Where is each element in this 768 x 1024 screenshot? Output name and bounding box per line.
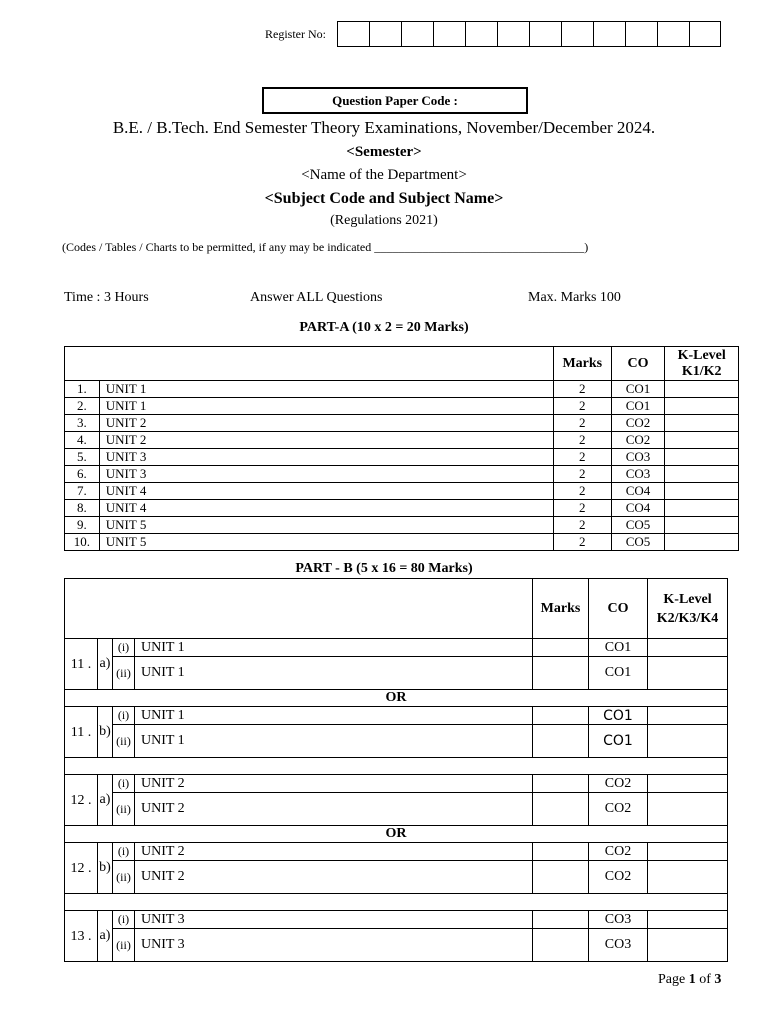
question-unit: UNIT 1 [135,639,533,657]
question-co: CO3 [589,911,648,929]
question-marks [533,861,589,894]
department-heading: <Name of the Department> [301,167,467,183]
question-number: 10. [65,534,100,551]
part-a-row [65,415,739,432]
question-k-level [648,929,728,962]
question-unit: UNIT 3 [99,449,553,466]
question-number: 11 . [65,707,98,758]
question-k-level [665,432,739,449]
sub-question-label: (i) [113,911,135,929]
semester-heading: <Semester> [346,144,422,160]
question-co: CO5 [611,517,665,534]
register-digit-box [689,21,721,47]
question-section: b) [98,843,113,894]
part-a-row [65,398,739,415]
question-number: 13 . [65,911,98,962]
part-a-header-row [65,347,739,381]
page-number [658,972,721,988]
question-unit: UNIT 2 [135,775,533,793]
or-label: OR [65,826,728,843]
register-digit-box [497,21,529,47]
question-number: 7. [65,483,100,500]
part-b-row-sub2 [65,861,728,894]
or-separator-row [65,690,728,707]
question-number: 9. [65,517,100,534]
question-unit: UNIT 2 [99,415,553,432]
question-unit: UNIT 1 [135,725,533,758]
codes-permitted-note: (Codes / Tables / Charts to be permitted, if any may be indicated ___________________________________) [62,240,589,254]
register-digit-box [625,21,657,47]
blank-separator-cell [65,894,728,911]
question-co: CO1 [611,398,665,415]
question-number: 12 . [65,843,98,894]
part-a-row [65,449,739,466]
question-k-level [648,775,728,793]
question-k-level [665,398,739,415]
or-separator-row [65,826,728,843]
question-marks: 2 [553,466,611,483]
question-marks [533,657,589,690]
question-unit: UNIT 4 [99,500,553,517]
question-number: 4. [65,432,100,449]
question-co: CO1 [589,657,648,690]
question-unit: UNIT 2 [135,843,533,861]
part-b-title: PART - B (5 x 16 = 80 Marks) [295,561,473,576]
register-number-label: Register No: [265,27,326,41]
question-paper-code-box: Question Paper Code : [262,87,528,114]
question-unit: UNIT 3 [135,929,533,962]
page-of: of [695,972,715,987]
register-number-boxes [337,21,721,47]
question-co: CO5 [611,534,665,551]
or-label: OR [65,690,728,707]
part-a-title: PART-A (10 x 2 = 20 Marks) [299,320,469,335]
question-unit: UNIT 1 [135,657,533,690]
part-b-k-level-header: K-Level K2/K3/K4 [648,579,728,639]
question-k-level [665,483,739,500]
register-digit-box [465,21,497,47]
answer-instructions: Answer ALL Questions [250,290,383,305]
question-co: CO2 [589,843,648,861]
question-unit: UNIT 2 [99,432,553,449]
sub-question-label: (i) [113,775,135,793]
part-b-row-sub1 [65,911,728,929]
question-co: CO4 [611,500,665,517]
page-total: 3 [714,972,722,987]
question-unit: UNIT 1 [99,381,553,398]
sub-question-label: (i) [113,639,135,657]
question-marks: 2 [553,398,611,415]
register-digit-box [593,21,625,47]
question-k-level [648,657,728,690]
part-a-row [65,534,739,551]
question-unit: UNIT 5 [99,517,553,534]
page-current: 1 [688,972,696,987]
question-number: 6. [65,466,100,483]
question-unit: UNIT 3 [135,911,533,929]
question-unit: UNIT 1 [99,398,553,415]
register-digit-box [561,21,593,47]
exam-title: B.E. / B.Tech. End Semester Theory Examinations, November/December 2024. [112,118,656,137]
sub-question-label: (ii) [113,929,135,962]
register-digit-box [657,21,689,47]
question-co: CO3 [589,929,648,962]
register-digit-box [337,21,369,47]
question-number: 1. [65,381,100,398]
sub-question-label: (ii) [113,861,135,894]
question-section: a) [98,911,113,962]
part-b-row-sub1 [65,707,728,725]
question-co: CO1 [589,639,648,657]
sub-question-label: (ii) [113,725,135,758]
question-number: 5. [65,449,100,466]
part-a-row [65,466,739,483]
question-k-level [665,500,739,517]
register-digit-box [369,21,401,47]
question-marks [533,929,589,962]
question-marks: 2 [553,483,611,500]
question-unit: UNIT 3 [99,466,553,483]
question-co: CO2 [589,775,648,793]
question-co: CO4 [611,483,665,500]
sub-question-label: (ii) [113,657,135,690]
question-marks: 2 [553,517,611,534]
part-b-header-row [65,579,728,639]
part-b-row-sub1 [65,639,728,657]
subject-heading: <Subject Code and Subject Name> [264,190,504,207]
question-k-level [648,725,728,758]
question-co: CO1 [589,707,648,725]
part-a-row [65,381,739,398]
question-co: CO2 [589,793,648,826]
question-k-level [665,381,739,398]
question-co: CO2 [611,432,665,449]
question-k-level [665,517,739,534]
part-b-row-sub1 [65,775,728,793]
question-section: a) [98,639,113,690]
blank-separator-row [65,758,728,775]
part-b-row-sub2 [65,929,728,962]
part-a-row [65,432,739,449]
part-b-row-sub2 [65,793,728,826]
part-b-row-sub1 [65,843,728,861]
part-a-k-level-header: K-Level K1/K2 [665,347,739,381]
question-marks: 2 [553,381,611,398]
question-marks [533,793,589,826]
part-b-row-sub2 [65,657,728,690]
question-co: CO1 [589,725,648,758]
question-co: CO2 [589,861,648,894]
part-a-row [65,517,739,534]
part-a-co-header: CO [611,347,665,381]
question-marks [533,707,589,725]
question-marks: 2 [553,534,611,551]
question-number: 3. [65,415,100,432]
blank-separator-cell [65,758,728,775]
question-unit: UNIT 5 [99,534,553,551]
part-b-co-header: CO [589,579,648,639]
part-a-marks-header: Marks [553,347,611,381]
question-number: 11 . [65,639,98,690]
question-marks [533,911,589,929]
question-marks: 2 [553,449,611,466]
question-k-level [648,861,728,894]
question-k-level [665,415,739,432]
blank-separator-row [65,894,728,911]
question-unit: UNIT 1 [135,707,533,725]
time-duration: Time : 3 Hours [64,290,149,305]
question-section: a) [98,775,113,826]
question-marks [533,775,589,793]
register-digit-box [433,21,465,47]
part-b-question-header [65,579,533,639]
question-co: CO3 [611,449,665,466]
question-k-level [648,639,728,657]
question-k-level [648,707,728,725]
question-marks [533,843,589,861]
question-k-level [648,793,728,826]
question-unit: UNIT 2 [135,861,533,894]
question-marks: 2 [553,500,611,517]
part-b-row-sub2 [65,725,728,758]
part-b-marks-header: Marks [533,579,589,639]
register-digit-box [401,21,433,47]
sub-question-label: (ii) [113,793,135,826]
question-co: CO1 [611,381,665,398]
register-digit-box [529,21,561,47]
question-section: b) [98,707,113,758]
question-k-level [665,466,739,483]
question-marks [533,639,589,657]
question-marks: 2 [553,432,611,449]
sub-question-label: (i) [113,707,135,725]
question-co: CO2 [611,415,665,432]
question-co: CO3 [611,466,665,483]
question-number: 12 . [65,775,98,826]
part-a-question-header [65,347,554,381]
question-marks: 2 [553,415,611,432]
part-b-table [64,578,728,962]
sub-question-label: (i) [113,843,135,861]
question-marks [533,725,589,758]
page-prefix: Page [658,972,689,987]
regulations-note: (Regulations 2021) [330,213,438,228]
question-k-level [665,534,739,551]
question-k-level [665,449,739,466]
question-k-level [648,843,728,861]
max-marks: Max. Marks 100 [528,290,621,305]
question-k-level [648,911,728,929]
part-a-row [65,483,739,500]
question-unit: UNIT 2 [135,793,533,826]
part-a-row [65,500,739,517]
question-unit: UNIT 4 [99,483,553,500]
question-number: 2. [65,398,100,415]
part-a-table [64,346,739,551]
question-number: 8. [65,500,100,517]
